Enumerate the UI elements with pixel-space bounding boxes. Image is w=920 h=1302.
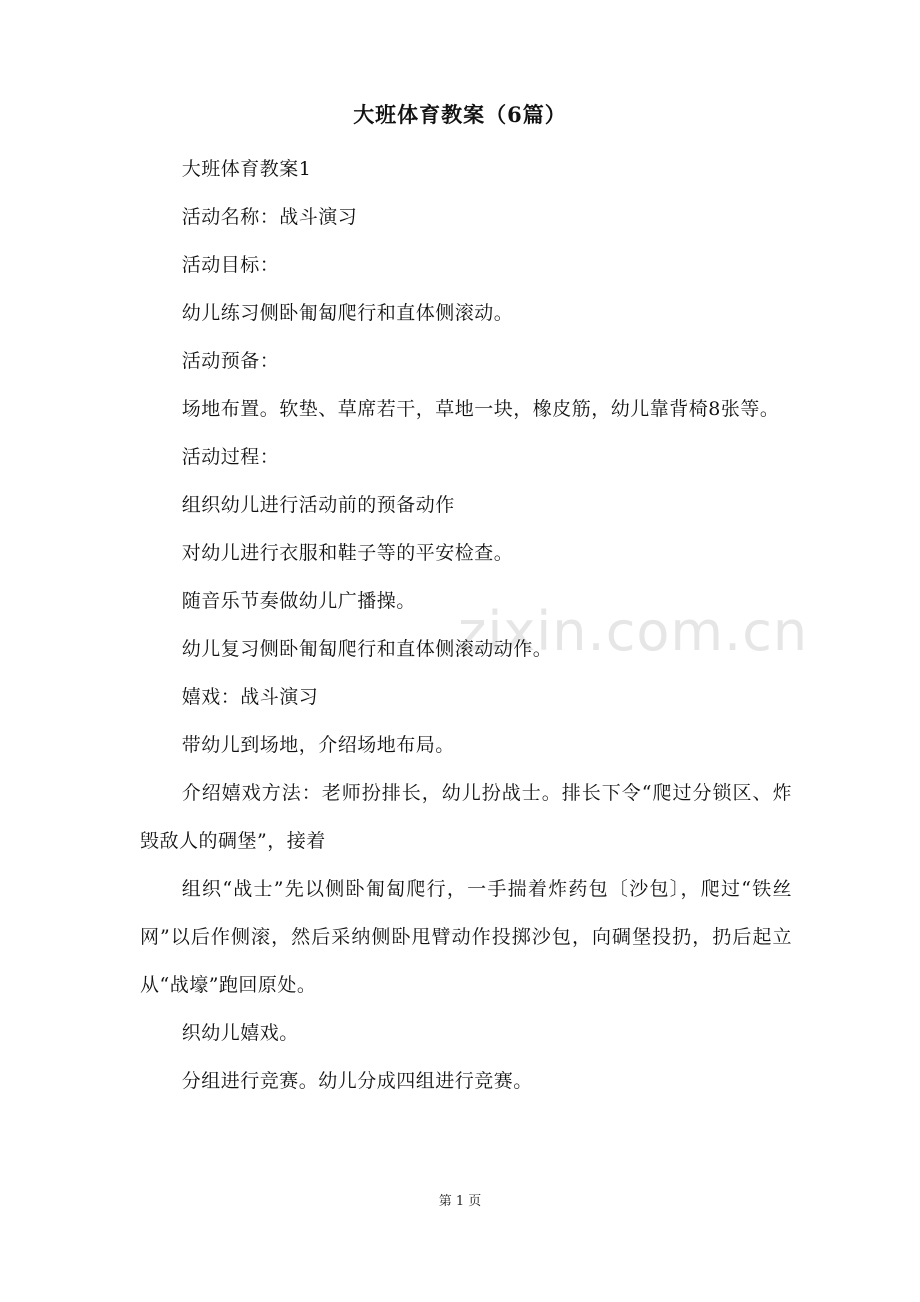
paragraph: 场地布置。软垫、草席若干，草地一块，橡皮筋，幼儿靠背椅8张等。 — [181, 398, 780, 420]
paragraph: 组织“战士”先以侧卧匍匐爬行，一手揣着炸药包〔沙包〕，爬过“铁丝网”以后作侧滚，然后采纳侧卧甩臂动作投掷沙包，向碉堡投扔，扔后起立从“战壕”跑回原处。 — [140, 878, 792, 996]
document-body — [140, 145, 792, 1105]
section-heading: 大班体育教案1 — [181, 158, 312, 180]
document-title: 大班体育教案（6篇） — [353, 102, 567, 127]
paragraph: 随音乐节奏做幼儿广播操。 — [181, 590, 416, 612]
paragraph: 对幼儿进行衣服和鞋子等的平安检查。 — [181, 542, 514, 564]
paragraph: 活动预备： — [181, 350, 280, 372]
paragraph: 幼儿复习侧卧匍匐爬行和直体侧滚动动作。 — [181, 638, 553, 660]
paragraph: 嬉戏：战斗演习 — [181, 686, 319, 708]
paragraph: 活动目标： — [181, 254, 280, 276]
page-number: 第 1 页 — [438, 1194, 482, 1209]
paragraph: 组织幼儿进行活动前的预备动作 — [181, 494, 455, 516]
paragraph: 分组进行竞赛。幼儿分成四组进行竞赛。 — [181, 1070, 533, 1092]
paragraph: 介绍嬉戏方法：老师扮排长，幼儿扮战士。排长下令“爬过分锁区、炸毁敌人的碉堡”，接着 — [140, 782, 792, 852]
paragraph: 幼儿练习侧卧匍匐爬行和直体侧滚动。 — [181, 302, 514, 324]
paragraph: 活动名称：战斗演习 — [181, 206, 358, 228]
paragraph: 带幼儿到场地，介绍场地布局。 — [181, 734, 455, 756]
watermark: zixin.com.cn — [458, 600, 809, 663]
paragraph: 织幼儿嬉戏。 — [181, 1022, 299, 1044]
paragraph: 活动过程： — [181, 446, 280, 468]
